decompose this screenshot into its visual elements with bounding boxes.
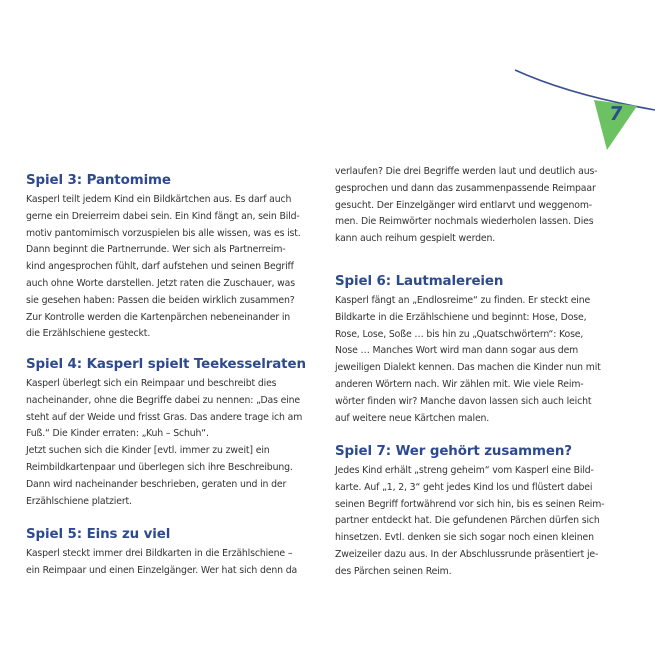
text-line: Rose, Lose, Soße … bis hin zu „Quatschwörtern“: Kose, (335, 328, 584, 340)
text-line: Jedes Kind erhält „streng geheim“ vom Kasperl eine Bild- (335, 465, 594, 476)
text-line: Fuß.“ Die Kinder erraten: „Kuh – Schuh“. (26, 428, 209, 440)
text-line: Kasperl steckt immer drei Bildkarten in die Erzählschiene – (26, 548, 293, 559)
text-line: des Pärchen seinen Reim. (335, 565, 452, 577)
section-body (26, 192, 318, 343)
text-line: ein Reimpaar und einen Einzelgänger. Wer hat sich denn da (26, 564, 298, 576)
text-line: Dann wird nacheinander beschrieben, geraten und in der (26, 478, 287, 490)
text-line: Nose … Manches Wort wird man dann sogar aus dem (335, 345, 579, 357)
section-spiel-6 (335, 273, 627, 427)
text-line: wörter finden wir? Manche davon lassen sich auch leicht (335, 395, 592, 407)
section-body (335, 164, 627, 248)
text-line: auch ohne Worte darstellen. Jetzt raten die Zuschauer, was (26, 277, 295, 289)
text-line: karte. Auf „1, 2, 3“ geht jedes Kind los und flüstert dabei (335, 481, 593, 493)
text-line: men. Die Reimwörter nochmals wiederholen lassen. Dies (335, 216, 594, 228)
text-line: die Erzählschiene gesteckt. (26, 328, 151, 340)
text-line: anderen Wörtern nach. Wir zählen mit. Wie viele Reim- (335, 378, 584, 390)
section-spiel-4 (26, 356, 318, 510)
section-body (335, 463, 627, 581)
text-line: steht auf der Weide und frisst Gras. Das andere trage ich am (26, 411, 303, 423)
section-body (335, 293, 627, 427)
section-title: Spiel 6: Lautmalereien (335, 274, 504, 289)
text-line: jeweiligen Dialekt kennen. Das machen die Kinder nun mit (335, 362, 601, 374)
text-line: kind angesprochen fühlt, darf aufstehen und seinen Begriff (26, 261, 294, 273)
text-line: Kasperl überlegt sich ein Reimpaar und beschreibt dies (26, 378, 277, 389)
section-spiel-5 (26, 526, 318, 580)
text-line: Zur Kontrolle werden die Kartenpärchen nebeneinander in (26, 311, 291, 323)
page-number: 7 (607, 103, 625, 125)
text-line: hinsetzen. Evtl. denken sie sich sogar noch einen kleinen (335, 532, 594, 544)
section-title: Spiel 7: Wer gehört zusammen? (335, 444, 572, 459)
section-title: Spiel 3: Pantomime (26, 173, 171, 188)
section-spiel-7 (335, 443, 627, 581)
text-line: Jetzt suchen sich die Kinder [evtl. immer zu zweit] ein (26, 445, 270, 457)
text-line: sie gesehen haben: Passen die beiden wirklich zusammen? (26, 294, 295, 306)
text-line: verlaufen? Die drei Begriffe werden laut und deutlich aus- (335, 166, 598, 177)
text-line: auf weitere neue Kärtchen malen. (335, 412, 490, 424)
text-line: nacheinander, ohne die Begriffe dabei zu nennen: „Das eine (26, 394, 301, 406)
text-line: kann auch reihum gespielt werden. (335, 233, 496, 245)
text-line: gerne ein Dreierreim dabei sein. Ein Kind fängt an, sein Bild- (26, 210, 300, 222)
section-spiel-3 (26, 172, 318, 343)
section-spiel-5-continued (335, 164, 627, 248)
text-line: partner entdeckt hat. Die gefundenen Pärchen dürfen sich (335, 515, 600, 527)
section-title: Spiel 5: Eins zu viel (26, 527, 171, 542)
text-line: Dann beginnt die Partnerrunde. Wer sich als Partnerreim- (26, 244, 286, 256)
text-line: motiv pantomimisch vorzuspielen bis alle wissen, was es ist. (26, 227, 301, 239)
text-line: Bildkarte in die Erzählschiene und beginnt: Hose, Dose, (335, 311, 587, 323)
text-line: Kasperl fängt an „Endlosreime“ zu finden. Er steckt eine (335, 295, 591, 306)
text-line: seinen Begriff fortwährend vor sich hin, bis es seinen Reim- (335, 498, 605, 510)
section-title: Spiel 4: Kasperl spielt Teekesselraten (26, 357, 306, 372)
text-line: gesprochen und dann das zusammenpassende Reimpaar (335, 182, 596, 194)
garland-string (515, 70, 655, 110)
garland-decoration (0, 0, 655, 170)
section-body (26, 376, 318, 510)
text-line: Reimbildkartenpaar und überlegen sich ihre Beschreibung. (26, 461, 293, 473)
text-line: Zweizeiler dazu aus. In der Abschlussrunde präsentiert je- (335, 548, 599, 560)
section-body (26, 546, 318, 580)
text-line: gesucht. Der Einzelgänger wird entlarvt und weggenom- (335, 199, 593, 211)
text-line: Kasperl teilt jedem Kind ein Bildkärtchen aus. Es darf auch (26, 194, 292, 205)
text-line: Erzählschiene platziert. (26, 495, 132, 507)
